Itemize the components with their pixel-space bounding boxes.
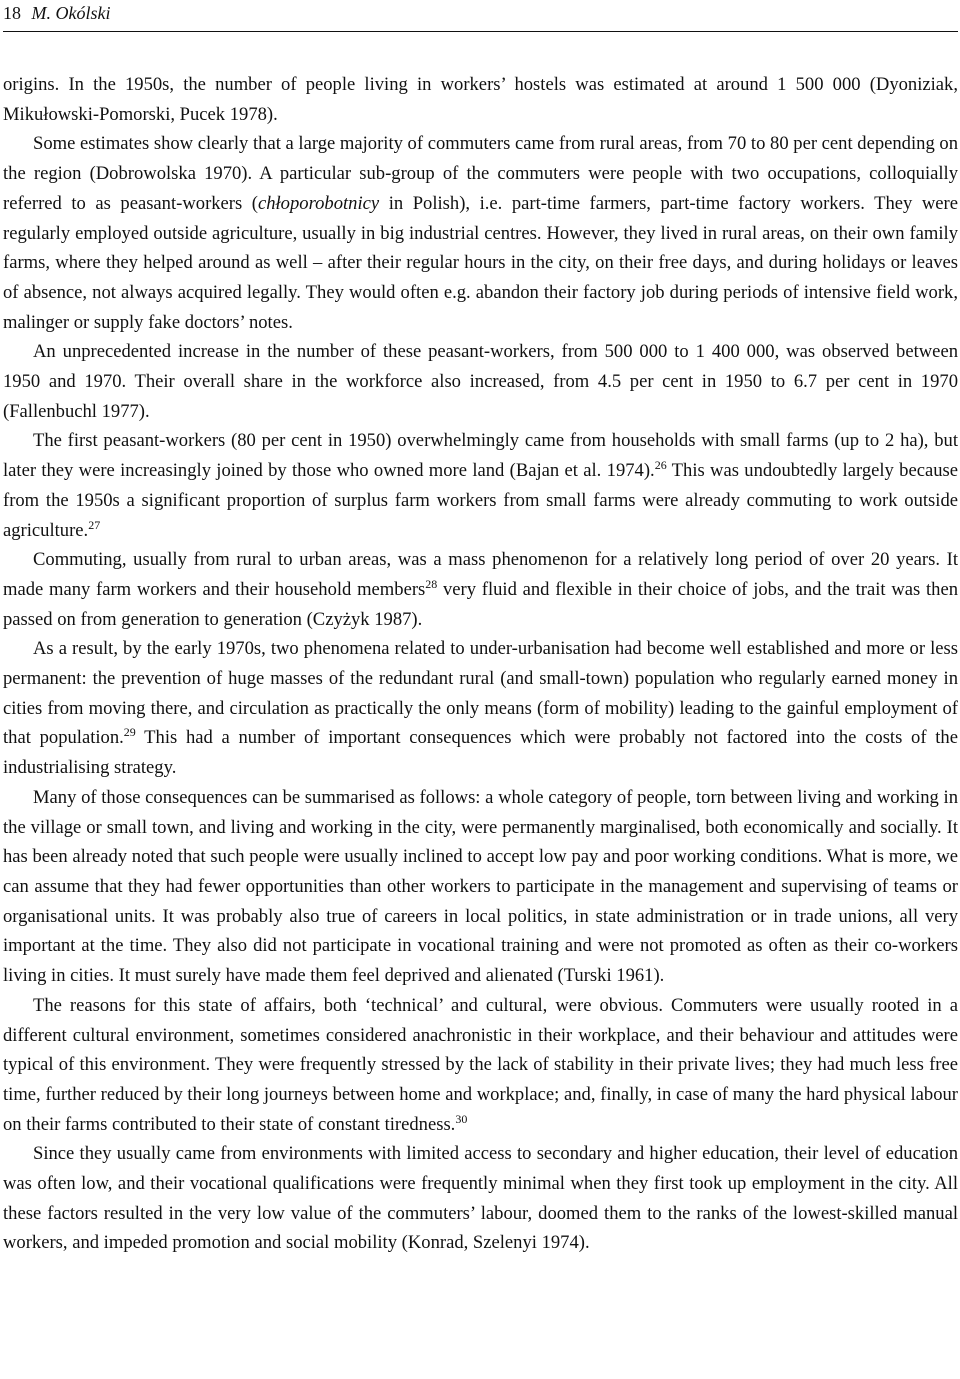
text-run: This had a number of important consequences which were probably not factored into the costs of the industrialising strategy. (3, 727, 958, 779)
footnote-ref: 28 (425, 576, 438, 591)
paragraph (3, 426, 958, 545)
italic-term: chłoporobotnicy (257, 192, 380, 214)
text-run: The first peasant-workers (80 per cent in 1950) overwhelmingly came from households with small farms (up to 2 ha), but later they were increasingly joined by those who owned more land (Bajan et al. 1974). (3, 430, 958, 482)
page-number: 18 (3, 3, 21, 23)
paragraph (3, 337, 958, 426)
text-run: This was undoubtedly largely because from the 1950s a significant proportion of surplus farm workers from small farms were already commuting to work outside agriculture. (3, 460, 958, 541)
text-run: The reasons for this state of affairs, both ‘technical’ and cultural, were obvious. Commuters were usually rooted in a different cultural environment, sometimes considered anachronistic in their workplace, and their behaviour and attitudes were typical of this environment. They were frequently stressed by the lack of stability in their private lives; they had much less free time, further reduced by their long journeys between home and workplace; and, finally, in case of many the hard physical labour on their farms contributed to their state of constant tiredness. (3, 994, 958, 1135)
paragraph (3, 1139, 958, 1258)
text-run: origins. In the 1950s, the number of people living in workers’ hostels was estimated at around 1 500 000 (Dyoniziak, Mikułowski-Pomorski, Pucek 1978). (3, 74, 958, 125)
text-run: Since they usually came from environments with limited access to secondary and higher education, their level of education was often low, and their vocational qualifications were frequently minimal when they first took up employment in the city. All these factors resulted in the very low value of the commuters’ labour, doomed them to the ranks of the lowest-skilled manual workers, and impeded promotion and social mobility (Konrad, Szelenyi 1974). (3, 1143, 958, 1254)
footnote-ref: 27 (88, 517, 101, 532)
text-run: An unprecedented increase in the number of these peasant-workers, from 500 000 to 1 400 000, was observed between 1950 and 1970. Their overall share in the workforce also increased, from 4.5 per cent in 1950 to 6.7 per cent in 1970 (Fallenbuchl 1977). (3, 341, 958, 422)
paragraph (3, 70, 958, 129)
body-text (3, 70, 958, 1258)
footnote-ref: 30 (455, 1111, 468, 1126)
running-header (3, 0, 958, 32)
running-author: M. Okólski (31, 3, 111, 23)
paragraph (3, 991, 958, 1140)
text-run: Some estimates show clearly that a large majority of commuters came from rural areas, from 70 to 80 per cent depending on the region (Dobrowolska 1970). A particular sub-group of the commuters were people with two occupations, colloquially referred to as peasant-workers ( (3, 133, 958, 214)
text-run: in Polish), i.e. part-time farmers, part-time factory workers. They were regularly employed outside agriculture, usually in big industrial centres. However, they lived in rural areas, on their own family farms, where they helped around as well – after their regular hours in the city, on their free days, and during holidays or leaves of absence, not always acquired legally. They would often e.g. abandon their factory job during periods of intensive field work, malinger or supply fake doctors’ notes. (3, 192, 958, 333)
paragraph (3, 545, 958, 634)
footnote-ref: 26 (654, 458, 667, 473)
paragraph (3, 634, 958, 783)
paragraph (3, 783, 958, 991)
text-run: very fluid and flexible in their choice of jobs, and the trait was then passed on from generation to generation (Czyżyk 1987). (3, 578, 958, 630)
paragraph (3, 129, 958, 337)
text-run: Many of those consequences can be summarised as follows: a whole category of people, torn between living and working in the village or small town, and living and working in the city, were permanently marginalised, both economically and socially. It has been already noted that such people were usually inclined to accept low pay and poor working conditions. What is more, we can assume that they had fewer opportunities than other workers to participate in the management and supervising of teams or organisational units. It was probably also true of careers in local politics, in state administration or in trade unions, all very important at the time. They also did not participate in vocational training and were not promoted as often as their co-workers living in cities. It must surely have made them feel deprived and alienated (Turski 1961). (3, 786, 958, 987)
text-run: Commuting, usually from rural to urban areas, was a mass phenomenon for a relatively long period of over 20 years. It made many farm workers and their household members (3, 549, 958, 600)
footnote-ref: 29 (123, 725, 136, 740)
text-run: As a result, by the early 1970s, two phenomena related to under-urbanisation had become well established and more or less permanent: the prevention of huge masses of the redundant rural (and small-town) population who regularly earned money in cities from moving there, and circulation as practically the only means (form of mobility) leading to the gainful employment of that population. (3, 638, 958, 749)
